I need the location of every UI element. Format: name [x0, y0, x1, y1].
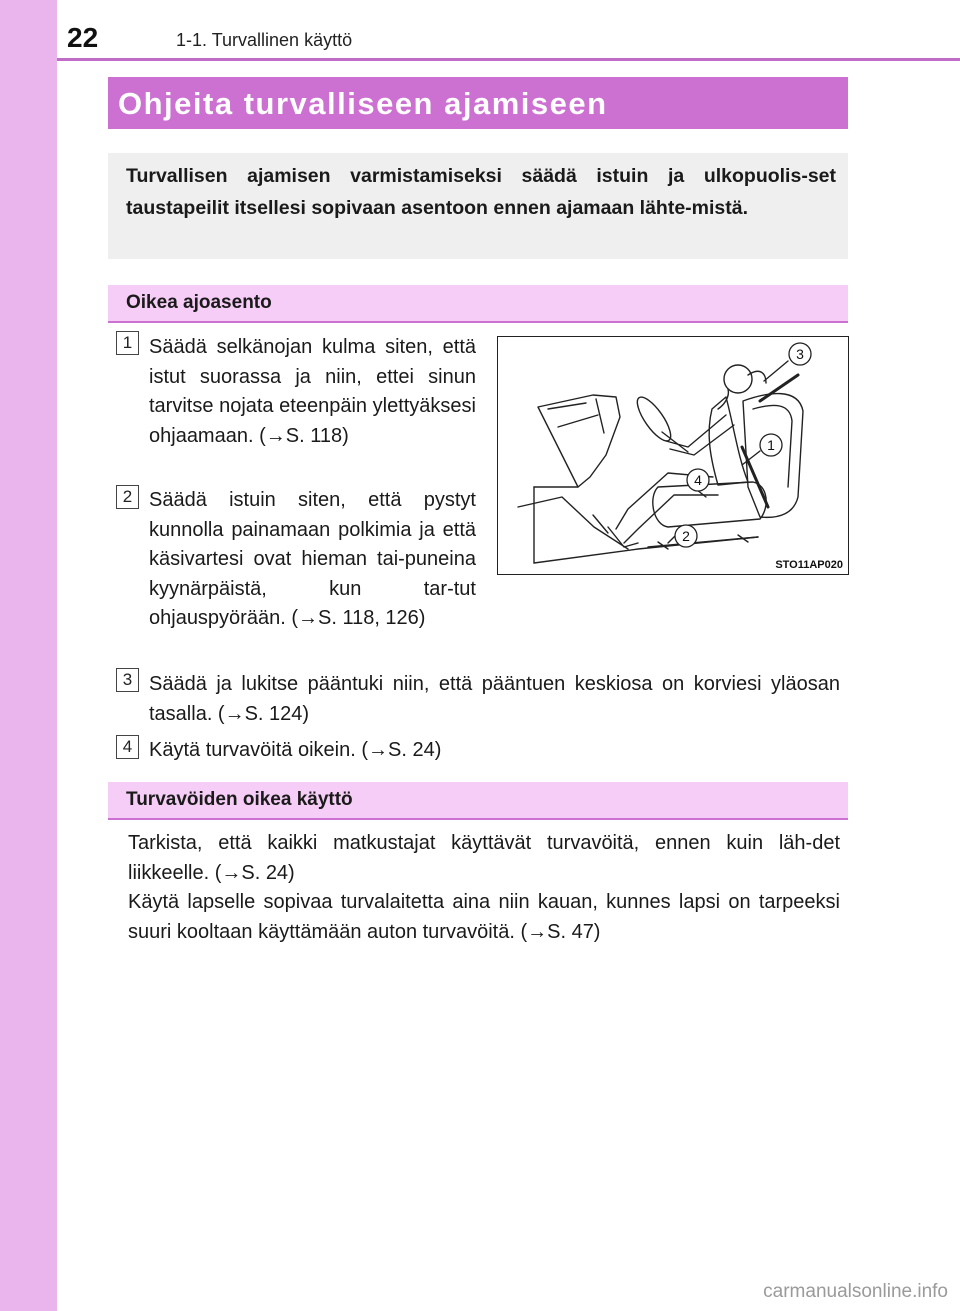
figure-code: STO11AP020	[775, 559, 843, 571]
driving-position-illustration	[497, 336, 849, 575]
item-number-4: 4	[116, 735, 139, 759]
page-number: 22	[67, 22, 99, 53]
side-tab-bar	[0, 0, 57, 1311]
page-title: Ohjeita turvalliseen ajamiseen	[118, 86, 608, 121]
paragraph-1: Tarkista, että kaikki matkustajat käyttävät turvavöitä, ennen kuin läh-det liikkeelle. (→S. 24)	[128, 832, 840, 884]
header-divider	[57, 58, 960, 61]
item-text-2: Säädä istuin siten, että pystyt kunnolla painamaan polkimia ja että käsivartesi ovat hieman tai-puneina kyynärpäistä, kun tar-tut ohjauspyörään. (→S. 118, 126)	[149, 489, 476, 629]
callout-3: 3	[796, 346, 804, 362]
item-text-4: Käytä turvavöitä oikein. (→S. 24)	[149, 739, 442, 761]
paragraph-2: Käytä lapselle sopivaa turvalaitetta aina niin kauan, kunnes lapsi on tarpeeksi suuri kooltaan käyttämään auton turvavöitä. (→S. 47)	[128, 891, 840, 943]
callout-2: 2	[682, 528, 690, 544]
callout-1: 1	[767, 437, 775, 453]
item-number-3: 3	[116, 668, 139, 692]
watermark: carmanualsonline.info	[763, 1281, 948, 1302]
item-number-2: 2	[116, 485, 139, 509]
callout-4: 4	[694, 472, 702, 488]
intro-text: Turvallisen ajamisen varmistamiseksi säädä istuin ja ulkopuolis-set taustapeilit itsellesi sopivaan asentoon ennen ajamaan lähte-mistä.	[126, 165, 836, 219]
item-text-3: Säädä ja lukitse pääntuki niin, että pääntuen keskiosa on korviesi yläosan tasalla. (→S. 124)	[149, 673, 840, 725]
chapter-title: 1-1. Turvallinen käyttö	[176, 30, 353, 50]
item-number-1: 1	[116, 331, 139, 355]
item-text-1: Säädä selkänojan kulma siten, että istut suorassa ja niin, ettei sinun tarvitse nojata eteenpäin ylettyäksesi ohjaamaan. (→S. 118)	[149, 336, 476, 447]
section-heading-seatbelt-use: Turvavöiden oikea käyttö	[126, 789, 353, 810]
seated-driver-drawing	[498, 337, 848, 574]
section-heading-driving-posture: Oikea ajoasento	[126, 292, 272, 313]
